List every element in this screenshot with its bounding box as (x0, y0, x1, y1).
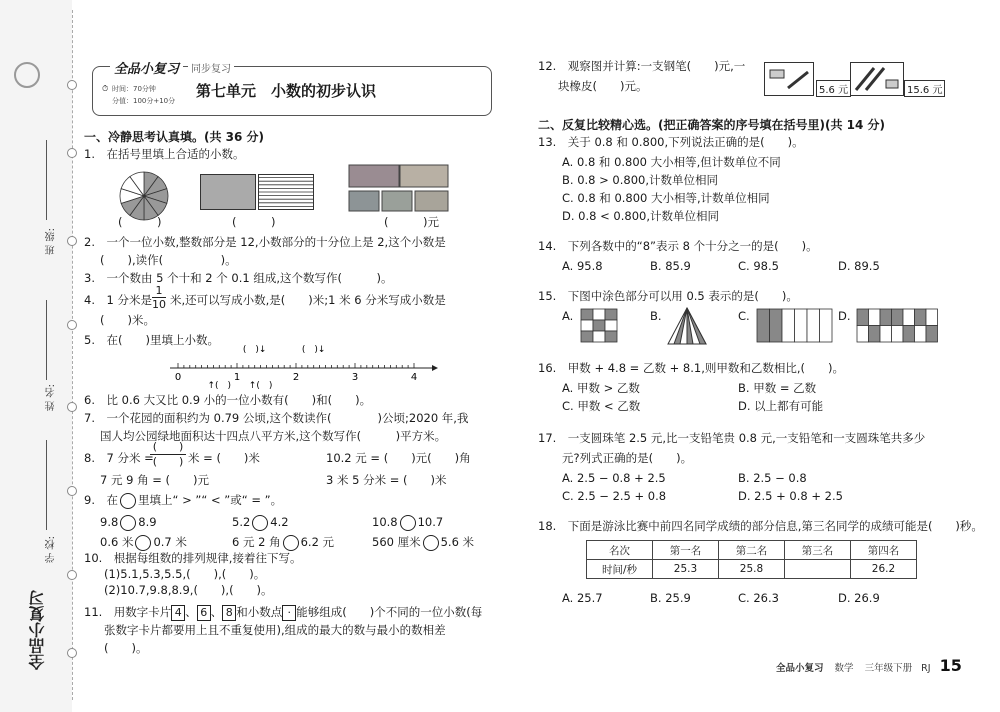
q16-option-b[interactable]: B. 甲数 = 乙数 (738, 381, 817, 395)
q15-figure-b (666, 306, 708, 346)
q17-text-a: 17. 一支圆珠笔 2.5 元,比一支铅笔贵 0.8 元,一支铅笔和一支圆珠笔共多少 (538, 431, 926, 445)
class-label: 班 级: (46, 228, 57, 255)
tick-label: 1 (233, 372, 241, 383)
table-cell: 时间/秒 (587, 560, 653, 579)
school-label: 学 校: (46, 536, 57, 563)
page-title: 第七单元 小数的初步认识 (196, 82, 377, 100)
q1-blank-3[interactable]: ( )元 (384, 215, 439, 229)
tick-label: 2 (292, 372, 300, 383)
circle-blank-icon (120, 493, 136, 509)
q18-option-c[interactable]: C. 26.3 (738, 591, 779, 605)
table-cell: 名次 (587, 541, 653, 560)
q9-text (84, 492, 282, 509)
footer-subject: 数学 (834, 663, 854, 674)
time-label: 时间：70分钟 (112, 85, 156, 93)
q9-item-1: 9.8 8.9 (100, 515, 157, 529)
q9-item-3: 10.8 10.7 (372, 515, 444, 529)
table-cell: 第三名 (785, 541, 851, 560)
q13-text: 13. 关于 0.8 和 0.800,下列说法正确的是( )。 (538, 135, 804, 149)
gray-rectangle-figure (200, 174, 256, 210)
arrow-icon (432, 365, 438, 371)
q18-table (586, 540, 917, 579)
strip-cell (757, 309, 770, 342)
table-row (587, 560, 917, 579)
q8-text-b: 米 = ( )米 (188, 451, 260, 465)
q10-part2: (2)10.7,9.8,8.9,( ),( )。 (104, 583, 273, 597)
q4-numerator: 1 (152, 284, 166, 298)
compare-circle[interactable] (283, 535, 299, 551)
q16-option-d[interactable]: D. 以上都有可能 (738, 399, 824, 413)
strip-cell (795, 309, 808, 342)
q9-item-5: 6 元 2 角 6.2 元 (232, 535, 335, 549)
q8-fraction-bottom[interactable]: ( ) (152, 455, 184, 468)
q15-figure-d (856, 308, 940, 344)
section2-heading: 二、反复比较精心选。(把正确答案的序号填在括号里)(共 14 分) (538, 118, 885, 132)
table-cell (785, 560, 851, 579)
q8-text-e: 3 米 5 分米 = ( )米 (326, 473, 447, 487)
card-8: 8 (222, 605, 236, 621)
card-4: 4 (171, 605, 185, 621)
q4-text-b: 米,还可以写成小数,是( )米;1 米 6 分米写成小数是 (170, 293, 446, 307)
binding-ring (67, 236, 77, 246)
grid-cell (903, 309, 915, 326)
compare-circle[interactable] (423, 535, 439, 551)
grid-cell (869, 309, 881, 326)
grid-cell (593, 331, 605, 342)
card-decimal-point: · (282, 605, 296, 621)
table-header-row (587, 541, 917, 560)
class-line (46, 140, 47, 220)
q8-fraction-top[interactable]: ( ) (150, 440, 186, 455)
strip-cell (770, 309, 783, 342)
section1-heading: 一、冷静思考认真填。(共 36 分) (84, 130, 265, 144)
q14-option-c[interactable]: C. 98.5 (738, 259, 779, 273)
q5-text: 5. 在( )里填上小数。 (84, 333, 219, 347)
table-cell: 26.2 (851, 560, 917, 579)
q17-option-a[interactable]: A. 2.5 − 0.8 + 2.5 (562, 471, 666, 485)
grid-cell (605, 331, 617, 342)
school-line (46, 440, 47, 530)
q7-text-b: 国人均公园绿地面积达十四点八平方米,这个数写作( )平方米。 (100, 429, 447, 443)
table-cell: 第二名 (719, 541, 785, 560)
footer-brand: 全品小复习 (776, 663, 824, 674)
binding-ring (67, 402, 77, 412)
grid-cell (605, 320, 617, 331)
tick-label: 0 (174, 372, 182, 383)
q13-option-d[interactable]: D. 0.8 < 0.800,计数单位相同 (562, 209, 719, 223)
header-brand: 全品小复习 (110, 58, 183, 77)
grid-cell (880, 326, 892, 343)
grid-cell (581, 331, 593, 342)
binding-line (72, 10, 73, 700)
price-1: 5.6 元 (816, 80, 851, 97)
q12-text-a: 12. 观察图并计算:一支钢笔( )元,一 (538, 59, 746, 73)
footer (776, 656, 962, 675)
compare-circle[interactable] (135, 535, 151, 551)
binding-ring (67, 148, 77, 158)
strip-cell (782, 309, 795, 342)
q16-option-c[interactable]: C. 甲数 < 乙数 (562, 399, 641, 413)
money-figure (348, 164, 450, 214)
binding-ring (67, 80, 77, 90)
q17-option-d[interactable]: D. 2.5 + 0.8 + 2.5 (738, 489, 843, 503)
q2-text-a: 2. 一个一位小数,整数部分是 12,小数部分的十分位上是 2,这个小数是 (84, 235, 446, 249)
q8-text-c: 10.2 元 = ( )元( )角 (326, 451, 471, 465)
q1-blank-1[interactable]: ( ) (118, 215, 162, 229)
q1-text: 1. 在括号里填上合适的小数。 (84, 147, 245, 161)
q18-text: 18. 下面是游泳比赛中前四名同学成绩的部分信息,第三名同学的成绩可能是( )秒。 (538, 519, 983, 533)
q9-item-4: 0.6 米 0.7 米 (100, 535, 187, 549)
q15-figure-c (756, 308, 834, 344)
q14-option-a[interactable]: A. 95.8 (562, 259, 603, 273)
number-line (170, 344, 440, 390)
grid-cell (915, 326, 927, 343)
q13-option-b[interactable]: B. 0.8 > 0.800,计数单位相同 (562, 173, 719, 187)
binding-ring (67, 486, 77, 496)
q15-text: 15. 下图中涂色部分可以用 0.5 表示的是( )。 (538, 289, 798, 303)
table-cell: 25.3 (653, 560, 719, 579)
grid-cell (605, 309, 617, 320)
grid-cell (857, 326, 869, 343)
page-number: 15 (939, 656, 962, 675)
q1-blank-2[interactable]: ( ) (232, 215, 276, 229)
q17-text-b: 元?列式正确的是( )。 (562, 451, 693, 465)
pen-eraser-figure-2 (850, 62, 904, 96)
q4-text-c: ( )米。 (100, 313, 155, 327)
tick-label: 4 (410, 372, 418, 383)
compare-circle[interactable] (252, 515, 268, 531)
name-line (46, 300, 47, 380)
q11-text: 11. 用数字卡片 4 、 6 、 8 和小数点 · 能够组成( )个不同的一位小数(每 (84, 605, 483, 619)
q18-option-d[interactable]: D. 26.9 (838, 591, 880, 605)
binding-ring (67, 570, 77, 580)
q14-option-b[interactable]: B. 85.9 (650, 259, 691, 273)
q15-figure-a (580, 308, 622, 344)
q8-fraction (150, 440, 186, 469)
grid-cell (857, 309, 869, 326)
q15-option-a[interactable]: A. (562, 309, 574, 323)
q8-text-d: 7 元 9 角 = ( )元 (100, 473, 210, 487)
q12-text-b: 块橡皮( )元。 (558, 79, 648, 93)
q15-option-c[interactable]: C. (738, 309, 750, 323)
footer-grade: 三年级下册 (864, 663, 913, 674)
card-6: 6 (197, 605, 211, 621)
q8-text-a: 8. 7 分米 = (84, 451, 154, 465)
q4-text-a: 4. 1 分米是 (84, 293, 152, 307)
answer-marker[interactable]: ↑( ) (207, 381, 232, 390)
answer-marker[interactable]: ( )↓ (242, 345, 267, 355)
grid-cell (892, 326, 904, 343)
q4-fraction (152, 284, 166, 311)
grid-cell (593, 309, 605, 320)
footer-edition: RJ (921, 663, 931, 674)
grid-cell (581, 309, 593, 320)
q13-option-c[interactable]: C. 0.8 和 0.800 大小相等,计数单位相同 (562, 191, 770, 205)
grid-cell (892, 309, 904, 326)
q15-option-b[interactable]: B. (650, 309, 662, 323)
q9-item-6: 560 厘米 5.6 米 (372, 535, 475, 549)
sidebar-brand: 全品小复习 (28, 590, 47, 670)
answer-marker[interactable]: ↑( ) (248, 381, 273, 390)
binding-ring (67, 648, 77, 658)
q14-text: 14. 下列各数中的“8”表示 8 个十分之一的是( )。 (538, 239, 818, 253)
score-label: 分值：100分+10分 (112, 97, 176, 105)
q3-text: 3. 一个数由 5 个十和 2 个 0.1 组成,这个数写作( )。 (84, 271, 393, 285)
grid-cell (880, 309, 892, 326)
table-cell: 第四名 (851, 541, 917, 560)
strip-cell (807, 309, 820, 342)
compare-circle[interactable] (120, 515, 136, 531)
q13-option-a[interactable]: A. 0.8 和 0.800 大小相等,但计数单位不同 (562, 155, 781, 169)
q9-text-b: 里填上“ > ”“ < ”或“ = ”。 (137, 493, 283, 507)
grid-cell (593, 320, 605, 331)
tick-label: 3 (351, 372, 359, 383)
q9-item-2: 5.2 4.2 (232, 515, 289, 529)
price-2: 15.6 元 (904, 80, 945, 97)
q11-text-c: 张数字卡片都要用上且不重复使用),组成的最大的数与最小的数相差 (104, 623, 446, 637)
q9-text-a: 9. 在 (84, 493, 118, 507)
striped-rectangle-figure (258, 174, 314, 210)
table-cell: 第一名 (653, 541, 719, 560)
name-label: 姓 名: (46, 384, 57, 411)
grid-cell (869, 326, 881, 343)
q6-text: 6. 比 0.6 大又比 0.9 小的一位小数有( )和( )。 (84, 393, 372, 407)
compare-circle[interactable] (400, 515, 416, 531)
header-subtitle: 同步复习 (188, 60, 234, 75)
q2-text-b: ( ),读作( )。 (100, 253, 237, 267)
pen-eraser-figure-1 (764, 62, 814, 96)
q10-part1: (1)5.1,5.3,5.5,( ),( )。 (104, 567, 266, 581)
q11-text-d: ( )。 (104, 641, 148, 655)
answer-marker[interactable]: ( )↓ (301, 345, 326, 355)
table-cell: 25.8 (719, 560, 785, 579)
grid-cell (903, 326, 915, 343)
q18-option-a[interactable]: A. 25.7 (562, 591, 603, 605)
q14-option-d[interactable]: D. 89.5 (838, 259, 880, 273)
seal-icon (14, 62, 40, 88)
strip-cell (820, 309, 833, 342)
q16-text: 16. 甲数 + 4.8 = 乙数 + 8.1,则甲数和乙数相比,( )。 (538, 361, 844, 375)
grid-cell (926, 309, 938, 326)
clock-icon: ⏱ (102, 84, 109, 93)
q17-option-b[interactable]: B. 2.5 − 0.8 (738, 471, 807, 485)
grid-cell (915, 309, 927, 326)
binding-ring (67, 320, 77, 330)
q16-option-a[interactable]: A. 甲数 > 乙数 (562, 381, 640, 395)
q10-text: 10. 根据每组数的排列规律,接着往下写。 (84, 551, 302, 565)
q18-option-b[interactable]: B. 25.9 (650, 591, 691, 605)
q17-option-c[interactable]: C. 2.5 − 2.5 + 0.8 (562, 489, 667, 503)
grid-cell (581, 320, 593, 331)
q15-option-d[interactable]: D. (838, 309, 851, 323)
q7-text-a: 7. 一个花园的面积约为 0.79 公顷,这个数读作( )公顷;2020 年,我 (84, 411, 469, 425)
grid-cell (926, 326, 938, 343)
q4-denominator: 10 (152, 298, 166, 311)
